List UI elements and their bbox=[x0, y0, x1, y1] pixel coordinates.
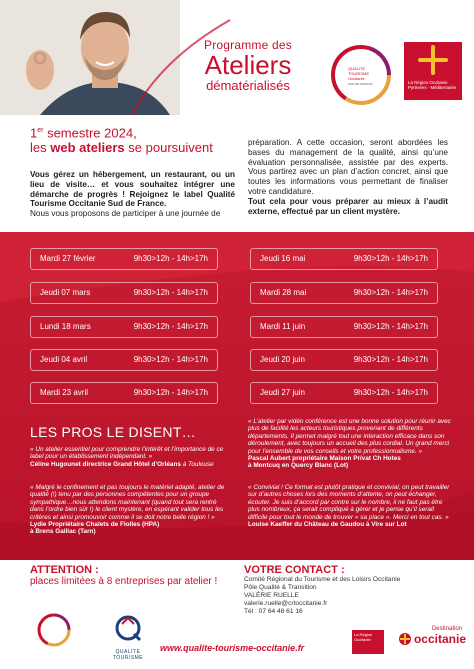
session-time: 9h30>12h - 14h>17h bbox=[353, 288, 428, 297]
intro-left-bold: Vous gérez un hébergement, un restaurant, ou un lieu de visite… et vous souhaitez intégrer une démarche de progrès ! Rejoignez le label Qualité Tourisme Occitanie Sud de France. bbox=[30, 170, 235, 209]
session-date: Jeudi 07 mars bbox=[40, 288, 91, 297]
qt-logo-text-1: QUALITE bbox=[348, 66, 366, 71]
session-date: Mardi 11 juin bbox=[260, 322, 306, 331]
session-slot[interactable] bbox=[250, 349, 438, 371]
destination-label: Destination bbox=[431, 626, 462, 632]
intro-right-paragraph bbox=[248, 138, 448, 216]
session-slot[interactable] bbox=[250, 282, 438, 304]
qualite-tourisme-q-icon bbox=[100, 614, 156, 644]
testimonial-author: Lydie Propriétaire Chalets de Fiolles (HPA) bbox=[30, 521, 160, 529]
testimonial-author: Céline Hugounet directrice Grand Hôtel d’Orléans bbox=[30, 460, 181, 468]
session-slot[interactable] bbox=[250, 316, 438, 338]
session-date: Mardi 27 février bbox=[40, 254, 96, 263]
intro-left-normal: Nous vous proposons de participer à une journée de bbox=[30, 209, 221, 219]
session-slot[interactable] bbox=[250, 248, 438, 270]
region-logo-label: La Région Occitanie Pyrénées · Méditerranée bbox=[408, 80, 457, 90]
contact-email[interactable]: valerie.ruelle@crtoccitanie.fr bbox=[244, 600, 328, 607]
testimonial-place: à Brens Gaillac (Tarn) bbox=[30, 528, 96, 536]
session-time: 9h30>12h - 14h>17h bbox=[133, 322, 208, 331]
session-time: 9h30>12h - 14h>17h bbox=[133, 254, 208, 263]
qualite-tourisme-label: QUALITE TOURISME bbox=[112, 649, 144, 661]
session-time: 9h30>12h - 14h>17h bbox=[133, 288, 208, 297]
testimonial bbox=[30, 446, 230, 468]
attention-block bbox=[30, 564, 230, 587]
region-footer-label: La Région Occitanie bbox=[354, 632, 373, 642]
qualite-tourisme-occitanie-logo bbox=[36, 612, 72, 648]
session-time: 9h30>12h - 14h>17h bbox=[353, 254, 428, 263]
session-date: Lundi 18 mars bbox=[40, 322, 91, 331]
qualite-tourisme-national-logo bbox=[100, 614, 156, 661]
session-slot[interactable] bbox=[30, 282, 218, 304]
testimonial bbox=[248, 484, 453, 528]
title-line2: Ateliers bbox=[204, 50, 292, 80]
pros-title: LES PROS LE DISENT… bbox=[30, 424, 196, 440]
qt-logo-text-2: TOURISME bbox=[348, 71, 370, 76]
subtitle: les web ateliers se poursuivent bbox=[30, 140, 213, 156]
qt-logo-text-4: SUD DE FRANCE bbox=[348, 82, 373, 86]
session-slot[interactable] bbox=[30, 248, 218, 270]
programme-title bbox=[168, 38, 328, 93]
session-time: 9h30>12h - 14h>17h bbox=[133, 388, 208, 397]
session-slot[interactable] bbox=[30, 316, 218, 338]
testimonial-text: « Un atelier essentiel pour comprendre l’intérêt et l’importance de ce label pour un établissement indépendant. » bbox=[30, 446, 224, 461]
testimonial-place: à Montcuq en Quercy Blanc (Lot) bbox=[248, 462, 349, 470]
session-time: 9h30>12h - 14h>17h bbox=[353, 355, 428, 364]
testimonial-text: « Convivial ! Ce format est plutôt pratique et convivial, on peut travailler sur d’autres choses lors des moments d’attente, on peut échanger, écouter. Je suis d’accord par contre sur le nombre, il ne faut pas être plus nombreux, ça serait compliqué à gérer et je pense qu’il serait difficile pour tout le monde de trouver « sa place ». Merci en tout cas. » bbox=[248, 484, 450, 521]
session-time: 9h30>12h - 14h>17h bbox=[353, 322, 428, 331]
region-occitanie-logo bbox=[404, 42, 462, 100]
region-occitanie-footer-logo bbox=[352, 630, 384, 654]
testimonial-text: « Malgré le confinement et pas toujours le matériel adapté, atelier de qualité (!) tenu par des personnes compétentes pour un groupe sympathique…nous attendons maintenant (quand tout sera rentré dans l’ordre bien sûr !) le client mystère, en espérant valider tous les critères et ainsi promouvoir comme il se doit notre belle région ! » bbox=[30, 484, 225, 521]
session-date: Jeudi 04 avril bbox=[40, 355, 88, 364]
testimonial-author: Louise Kaeffer du Château de Gaudou à Vire sur Lot bbox=[248, 521, 407, 529]
contact-name: VALÉRIE RUELLE bbox=[244, 592, 299, 599]
attention-text: places limitées à 8 entreprises par atelier ! bbox=[30, 576, 218, 587]
session-slot[interactable] bbox=[30, 382, 218, 404]
testimonial-text: « L’atelier par vidéo conférence est une bonne solution pour réunir avec plus de facilité les acteurs touristiques provenant de différents départements. Il permet malgré tout une interaction efficace dans son déroulement, avec toujours un accueil des plus cordial. Un grand merci pour l’ensemble de vos conseils et votre professionnalisme. » bbox=[248, 418, 451, 455]
contact-block bbox=[244, 564, 454, 616]
occitanie-label: occitanie bbox=[413, 632, 466, 646]
attention-title: ATTENTION : bbox=[30, 564, 99, 576]
contact-title: VOTRE CONTACT : bbox=[244, 564, 345, 576]
session-date: Jeudi 20 juin bbox=[260, 355, 305, 364]
testimonial bbox=[248, 418, 453, 470]
session-date: Mardi 23 avril bbox=[40, 388, 89, 397]
qualite-tourisme-logo bbox=[328, 42, 394, 108]
title-line1: Programme des bbox=[204, 38, 292, 52]
red-section bbox=[0, 232, 474, 560]
testimonial-place: à Toulouse bbox=[180, 460, 214, 468]
session-date: Jeudi 27 juin bbox=[260, 388, 305, 397]
destination-occitanie-logo bbox=[392, 626, 466, 656]
session-date: Mardi 28 mai bbox=[260, 288, 307, 297]
qt-logo-text-3: Occitanie bbox=[348, 76, 365, 81]
session-time: 9h30>12h - 14h>17h bbox=[353, 388, 428, 397]
semester-heading: 1er semestre 2024, bbox=[30, 125, 137, 141]
session-time: 9h30>12h - 14h>17h bbox=[133, 355, 208, 364]
testimonial bbox=[30, 484, 230, 536]
occitan-cross-icon bbox=[398, 632, 412, 646]
testimonial-author: Pascal Aubert propriétaire Maison Privat Ch Hotes bbox=[248, 455, 401, 463]
contact-department: Pôle Qualité & Transition bbox=[244, 584, 317, 591]
session-date: Jeudi 16 mai bbox=[260, 254, 306, 263]
session-slot[interactable] bbox=[250, 382, 438, 404]
intro-right-normal: préparation. A cette occasion, seront abordées les bases du management de la qualité, ainsi qu’une évaluation personnalisée, assistée par des experts. Vous partirez avec un plan d’action concret, ainsi que toutes les informations vous permettant de finaliser votre candidature. bbox=[248, 138, 448, 196]
intro-heading bbox=[30, 123, 240, 155]
session-slot[interactable] bbox=[30, 349, 218, 371]
occitan-cross-icon bbox=[404, 42, 462, 78]
intro-right-bold: Tout cela pour vous préparer au mieux à l’audit externe, effectué par un client mystère. bbox=[248, 196, 448, 216]
contact-phone[interactable]: Tél : 07 64 48 61 16 bbox=[244, 608, 303, 615]
contact-org: Comité Régional du Tourisme et des Loisirs Occitanie bbox=[244, 576, 401, 583]
website-link[interactable]: www.qualite-tourisme-occitanie.fr bbox=[160, 643, 305, 653]
header bbox=[0, 0, 474, 115]
title-line3: dématérialisés bbox=[206, 78, 290, 93]
intro-left-paragraph bbox=[30, 170, 235, 219]
